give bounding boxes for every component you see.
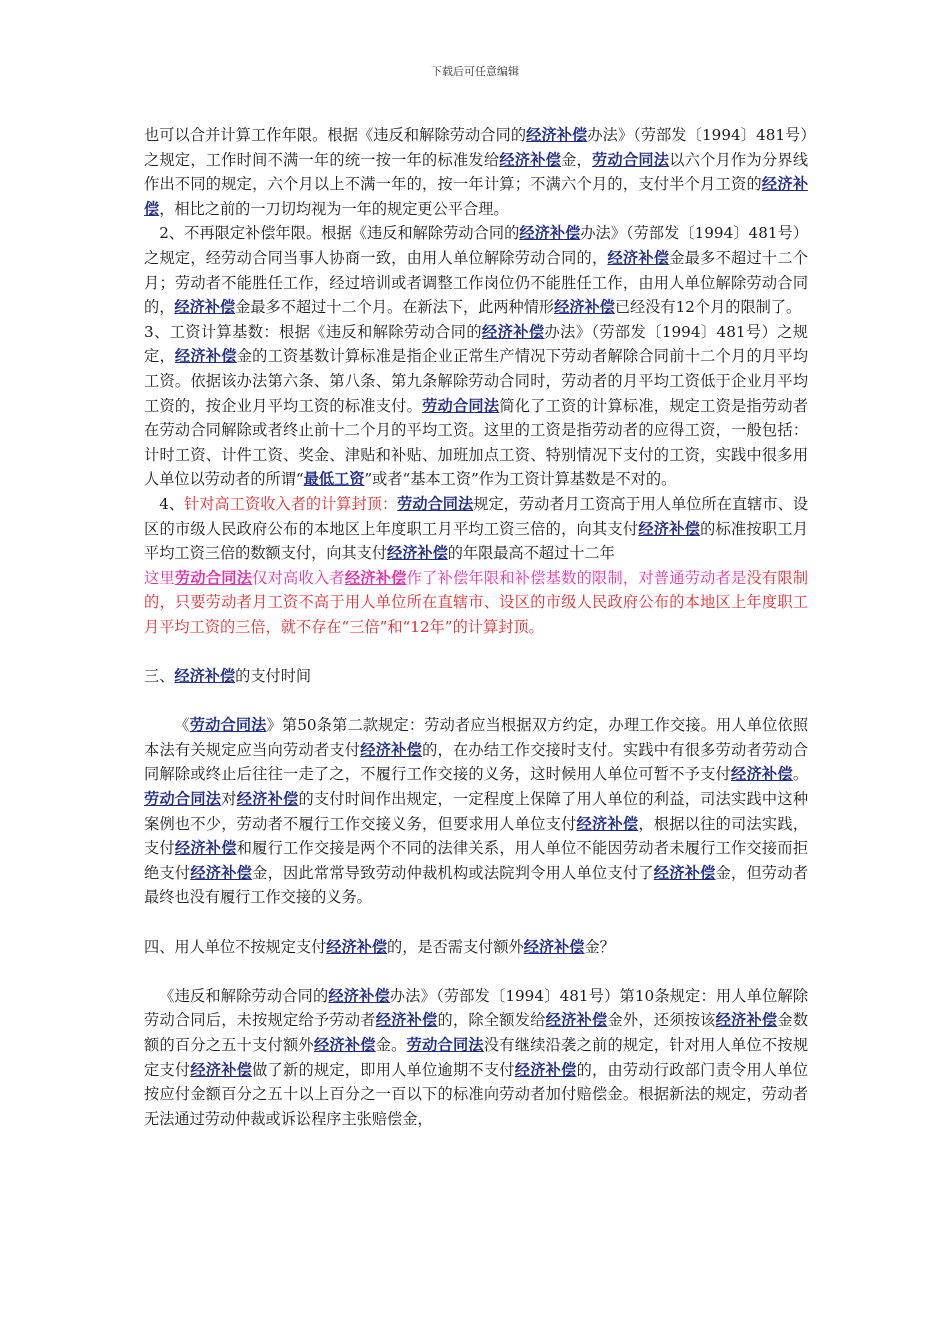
keyword-link[interactable]: 经济补偿 xyxy=(326,937,387,956)
text: 金， xyxy=(561,150,593,169)
text: 金。 xyxy=(375,1035,407,1054)
keyword-link[interactable]: 劳动合同法 xyxy=(592,150,670,169)
text: 做了新的规定，即用人单位逾期不支付 xyxy=(252,1060,515,1079)
keyword-link[interactable]: 经济补偿 xyxy=(653,863,716,882)
text: 》第50条第二款规定：劳动者应当根据双方约定，办理工作交接。用人单位依照本法有关规定应当向劳动者支付 xyxy=(144,716,809,759)
section-heading-4 xyxy=(144,935,808,960)
text: 简化了工资的计算标准，规定工资是指劳动者在劳动合同解除或者终止前十二个月的平均工资。这里的工资是指劳动者的应得工资，一般包括：计时工资、计件工资、奖金、津贴和补贴、加班加点工资、特别情况下支付的工资，实践中很多用人单位以劳动者的所谓“ xyxy=(144,396,809,489)
keyword-link[interactable]: 经济补偿 xyxy=(545,1011,608,1030)
highlight-text: 针对高工资收入者的计算封顶： xyxy=(184,494,398,513)
text: 办法》（劳部发〔1994〕481号）之规定， xyxy=(144,322,808,366)
keyword-link[interactable]: 经济补偿 xyxy=(174,298,236,317)
highlight-text: 这里 xyxy=(144,568,175,587)
text: 对 xyxy=(221,790,237,809)
text: 规定，劳动者月工资高于用人单位所在直辖市、设区的市级人民政府公布的本地区上年度职工月平均工资三倍的，向其支付 xyxy=(144,494,809,538)
page-header: 下载后可任意编辑 xyxy=(431,65,519,78)
text: 办法》（劳部发〔1994〕481号）之规定，经劳动合同当事人协商一致，由用人单位解除劳动合同的， xyxy=(144,224,809,267)
text: ，相比之前的一刀切均视为一年的规定更公平合理。 xyxy=(159,199,509,218)
keyword-link[interactable]: 经济补偿 xyxy=(375,1011,438,1030)
highlight-text: 仅对高收入者 xyxy=(252,568,345,587)
text: 《违反和解除劳动合同的 xyxy=(159,986,329,1005)
document-body xyxy=(144,123,808,1131)
text: 3、工资计算基数：根据《违反和解除劳动合同的 xyxy=(144,322,483,341)
text: 金数额的百分之五十支付额外 xyxy=(144,1011,809,1054)
text: 金，因此常常导致劳动仲裁机构或法院判令用人单位支付了 xyxy=(252,863,654,882)
keyword-link[interactable]: 劳动合同法 xyxy=(406,1035,484,1054)
text: 金外，还须按该 xyxy=(607,1011,716,1030)
keyword-link[interactable]: 经济补偿 xyxy=(514,1060,577,1079)
keyword-link[interactable]: 经济补偿 xyxy=(731,765,793,784)
text: 2、不再限定补偿年限。根据《违反和解除劳动合同的 xyxy=(159,224,520,243)
text: ，根据以往的司法实践，支付 xyxy=(144,814,809,858)
keyword-link[interactable]: 劳动合同法 xyxy=(189,716,267,735)
text: 已经没有12个月的限制了。 xyxy=(614,298,802,317)
keyword-link[interactable]: 经济补偿 xyxy=(519,224,581,243)
text: ”或者“基本工资”作为工资计算基数是不对的。 xyxy=(364,470,677,489)
text: 四、用人单位不按规定支付 xyxy=(144,937,327,956)
keyword-link[interactable]: 经济补偿 xyxy=(499,150,562,169)
text: 没有继续沿袭之前的规定，针对用人单位不按规定支付 xyxy=(144,1035,809,1079)
keyword-link[interactable]: 经济补偿 xyxy=(638,519,701,538)
text: 的支付时间 xyxy=(235,667,312,686)
keyword-link[interactable]: 经济补偿 xyxy=(174,347,237,366)
keyword-link[interactable]: 经济补偿 xyxy=(523,937,585,956)
text: 三、 xyxy=(144,667,175,686)
section-heading-3 xyxy=(144,664,808,689)
text: 金，但劳动者最终也没有履行工作交接的义务。 xyxy=(144,863,809,907)
keyword-link[interactable]: 经济补偿 xyxy=(554,298,615,317)
paragraph-4 xyxy=(144,492,808,640)
keyword-link[interactable]: 经济补偿 xyxy=(576,814,639,833)
paragraph-6 xyxy=(144,984,808,1132)
text: 金的工资基数计算标准是指企业正常生产情况下劳动者解除合同前十二个月的月平均工资。依据该办法第六条、第八条、第九条解除劳动合同时，劳动者的月平均工资低于企业月平均工资的，按企业月平均工资的标准支付。 xyxy=(144,347,809,415)
keyword-link[interactable]: 经济补偿 xyxy=(482,322,545,341)
keyword-link[interactable]: 经济补偿 xyxy=(328,986,390,1005)
keyword-link[interactable]: 劳动合同法 xyxy=(174,568,253,587)
text: 办法》（劳部发〔1994〕481号）之规定，工作时间不满一年的统一按一年的标准发给 xyxy=(144,126,808,169)
highlight-text: 作了补偿年限和补偿基数的限制，对普通劳动者是 xyxy=(406,568,747,587)
keyword-link[interactable]: 劳动合同法 xyxy=(422,396,500,415)
keyword-link[interactable]: 经济补偿 xyxy=(174,667,236,686)
text: 4、 xyxy=(159,494,185,513)
text: 《 xyxy=(174,716,190,735)
text: 的年限最高不超过十二年 xyxy=(447,544,615,563)
text: 的标准按职工月平均工资三倍的数额支付，向其支付 xyxy=(144,519,809,563)
keyword-link[interactable]: 经济补偿 xyxy=(313,1035,376,1054)
keyword-link[interactable]: 经济补偿 xyxy=(174,839,237,858)
keyword-link[interactable]: 经济补偿 xyxy=(526,126,588,144)
keyword-link[interactable]: 劳动合同法 xyxy=(397,494,474,513)
paragraph-2 xyxy=(144,221,808,319)
highlight-text: 没有限制的，只要劳动者月工资不高于用人单位所在直辖市、设区的市级人民政府公布的本地区上年度职工月平均工资的三倍，就不存在“三倍”和“12年”的计算封顶。 xyxy=(144,568,809,636)
keyword-link[interactable]: 最低工资 xyxy=(303,470,365,489)
keyword-link[interactable]: 经济补偿 xyxy=(607,248,670,267)
text: 的，除全额发给 xyxy=(437,1011,546,1030)
text: 的支付时间作出规定，一定程度上保障了用人单位的利益，司法实践中这种案例也不少，劳动者不履行工作交接义务，但要求用人单位支付 xyxy=(144,790,809,833)
paragraph-3 xyxy=(144,320,808,492)
paragraph-1 xyxy=(144,123,808,221)
text: 。 xyxy=(792,765,809,784)
text: 和履行工作交接是两个不同的法律关系，用人单位不能因劳动者未履行工作交接而拒绝支付 xyxy=(144,839,809,882)
text: 金最多不超过十二个月；劳动者不能胜任工作，经过培训或者调整工作岗位仍不能胜任工作，由用人单位解除劳动合同的， xyxy=(144,248,809,317)
keyword-link[interactable]: 经济补偿 xyxy=(715,1011,778,1030)
text: 以六个月作为分界线作出不同的规定，六个月以上不满一年的，按一年计算；不满六个月的，支付半个月工资的 xyxy=(144,150,809,194)
text: 也可以合并计算工作年限。根据《违反和解除劳动合同的 xyxy=(144,126,527,144)
keyword-link[interactable]: 经济补偿 xyxy=(236,790,299,809)
paragraph-5 xyxy=(144,713,808,910)
text: 的，在办结工作交接时支付。实践中有很多劳动者劳动合同解除或终止后往往一走了之，不履行工作交接的义务，这时候用人单位可暂不予支付 xyxy=(144,740,809,784)
keyword-link[interactable]: 经济补偿 xyxy=(387,544,448,563)
text: 金？ xyxy=(584,937,615,956)
keyword-link[interactable]: 经济补偿 xyxy=(144,175,809,218)
keyword-link[interactable]: 经济补偿 xyxy=(360,740,423,759)
keyword-link[interactable]: 经济补偿 xyxy=(344,568,407,587)
text: 金最多不超过十二个月。在新法下，此两种情形 xyxy=(235,298,555,317)
keyword-link[interactable]: 经济补偿 xyxy=(190,1060,253,1079)
text: 的，由劳动行政部门责令用人单位按应付金额百分之五十以上百分之一百以下的标准向劳动者加付赔偿金。根据新法的规定，劳动者无法通过劳动仲裁或诉讼程序主张赔偿金， xyxy=(144,1060,809,1128)
text: 的，是否需支付额外 xyxy=(387,937,524,956)
keyword-link[interactable]: 经济补偿 xyxy=(190,863,253,882)
keyword-link[interactable]: 劳动合同法 xyxy=(144,790,222,809)
text: 办法》（劳部发〔1994〕481号）第10条规定：用人单位解除劳动合同后，未按规定给予劳动者 xyxy=(144,986,809,1030)
